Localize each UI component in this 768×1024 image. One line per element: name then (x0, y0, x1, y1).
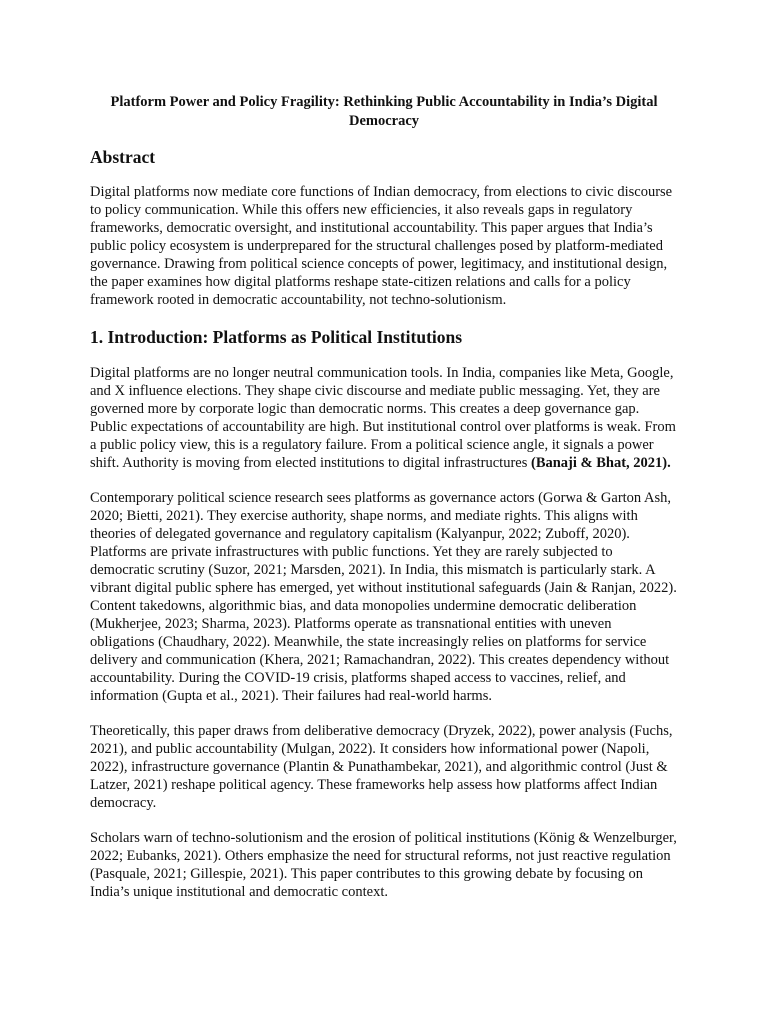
document-content (90, 93, 678, 901)
bold-citation: (Banaji & Bhat, 2021). (530, 455, 671, 471)
introduction-paragraph-2: Contemporary political science research sees platforms as governance actors (Gorwa & Garton Ash, 2020; Bietti, 2021). They exercise authority, shape norms, and mediate rights. This aligns with theories of delegated governance and regulatory capitalism (Kalyanpur, 2022; Zuboff, 2020). Platforms are private infrastructures with public functions. Yet they are rarely subjected to democratic scrutiny (Suzor, 2021; Marsden, 2021). In India, this mismatch is particularly stark. A vibrant digital public sphere has emerged, yet without institutional safeguards (Jain & Ranjan, 2022). Content takedowns, algorithmic bias, and data monopolies undermine democratic deliberation (Mukherjee, 2023; Sharma, 2023). Platforms operate as transnational entities with uneven obligations (Chaudhary, 2022). Meanwhile, the state increasingly relies on platforms for service delivery and communication (Khera, 2021; Ramachandran, 2022). This creates dependency without accountability. During the COVID-19 crisis, platforms shaped access to vaccines, relief, and information (Gupta et al., 2021). Their failures had real-world harms. (90, 490, 677, 704)
introduction-paragraph-3: Theoretically, this paper draws from deliberative democracy (Dryzek, 2022), power analysis (Fuchs, 2021), and public accountability (Mulgan, 2022). It considers how informational power (Napoli, 2022), infrastructure governance (Plantin & Punathambekar, 2021), and algorithmic control (Just & Latzer, 2021) reshape political agency. These frameworks help assess how platforms affect Indian democracy. (90, 723, 673, 811)
introduction-paragraph-1 (90, 364, 678, 472)
paper-title: Platform Power and Policy Fragility: Rethinking Public Accountability in India’s Digital Democracy (110, 94, 658, 129)
introduction-paragraph-4: Scholars warn of techno-solutionism and the erosion of political institutions (König & Wenzelburger, 2022; Eubanks, 2021). Others emphasize the need for structural reforms, not just reactive regulation (Pasquale, 2021; Gillespie, 2021). This paper contributes to this growing debate by focusing on India’s unique institutional and democratic context. (90, 830, 677, 900)
paragraph-text: Digital platforms are no longer neutral communication tools. In India, companies like Meta, Google, and X influence elections. They shape civic discourse and mediate public messaging. Yet, they are governed more by corporate logic than democratic norms. This creates a deep governance gap. Public expectations of accountability are high. But institutional control over platforms is weak. From a public policy view, this is a regulatory failure. From a political science angle, it signals a power shift. Authority is moving from elected institutions to digital infrastructures (90, 365, 676, 471)
abstract-paragraph: Digital platforms now mediate core functions of Indian democracy, from elections to civic discourse to policy communication. While this offers new efficiencies, it also reveals gaps in regulatory frameworks, democratic oversight, and institutional accountability. This paper argues that India’s public policy ecosystem is underprepared for the structural challenges posed by platform-mediated governance. Drawing from political science concepts of power, legitimacy, and institutional design, the paper examines how digital platforms reshape state-citizen relations and calls for a policy framework rooted in democratic accountability, not techno-solutionism. (90, 184, 673, 308)
abstract-heading: Abstract (90, 147, 156, 167)
introduction-heading: 1. Introduction: Platforms as Political Institutions (90, 327, 463, 347)
